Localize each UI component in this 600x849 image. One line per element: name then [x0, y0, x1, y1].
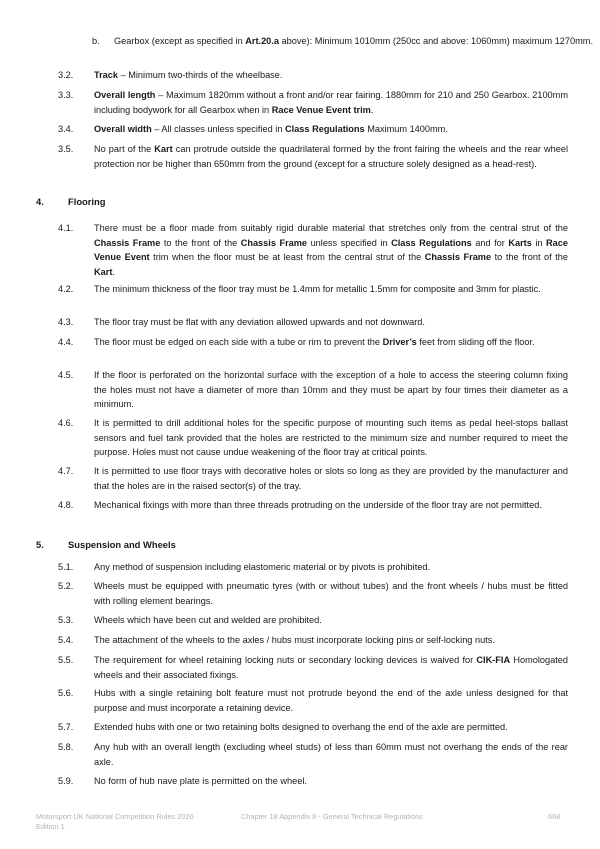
clause-number: 4.5.: [58, 370, 74, 380]
clause-number: 3.3.: [58, 90, 74, 100]
clause-text: Overall length – Maximum 1820mm without a front and/or rear fairing. 1880mm for 210 and 250 Gearbox. 2100mm including bodywork for all Gearbox when in Race Venue Event trim.: [94, 90, 568, 115]
clause-text: It is permitted to drill additional holes for the specific purpose of mounting such items as pedal heel-stops ballast sensors and fuel tank provided that the holes are restricted to the minimum size and number required to meet the purpose. Holes must not cause undue weakening of the floor tray at critical points.: [94, 418, 568, 458]
clause-text: Mechanical fixings with more than three threads protruding on the underside of the floor tray are not permitted.: [94, 500, 542, 510]
clause-number: 4.8.: [58, 500, 74, 510]
clause-text: The floor must be edged on each side with a tube or rim to prevent the Driver’s feet from sliding off the floor.: [94, 337, 535, 347]
clause-text: Overall width – All classes unless specified in Class Regulations Maximum 1400mm.: [94, 124, 448, 134]
clause-text: Gearbox (except as specified in Art.20.a above): Minimum 1010mm (250cc and above: 1060mm) maximum 1270mm.: [114, 36, 593, 46]
section-title: Flooring: [68, 196, 106, 207]
clause-number: 3.4.: [58, 124, 74, 134]
clause-number: 5.9.: [58, 776, 74, 786]
clause-text: Extended hubs with one or two retaining bolts designed to overhang the end of the axle are permitted.: [94, 722, 508, 732]
clause-text: Any method of suspension including elastomeric material or by pivots is prohibited.: [94, 562, 431, 572]
section-number: 4.: [36, 196, 44, 207]
clause-number: 4.6.: [58, 418, 74, 428]
clause-text: There must be a floor made from suitably rigid durable material that stretches only from the central strut of the Chassis Frame to the front of the Chassis Frame unless specified in Class Regulations and for Karts in Race Venue Event trim when the floor must be at least from the central strut of the Chassis Frame to the front of the Kart.: [94, 223, 569, 277]
footer-publication: [36, 812, 194, 832]
clause-number: 5.5.: [58, 655, 74, 665]
clause-number: 5.3.: [58, 615, 74, 625]
clause-text: Track – Minimum two-thirds of the wheelbase.: [94, 70, 283, 80]
clause-text: Hubs with a single retaining bolt feature must not protrude beyond the end of the axle unless designed for that purpose and must incorporate a retaining device.: [94, 688, 568, 713]
clause-number: 4.4.: [58, 337, 74, 347]
clause-text: The requirement for wheel retaining locking nuts or secondary locking devices is waived for CIK-FIA Homologated wheels and their associated fixings.: [94, 655, 568, 680]
clause-text: Wheels must be equipped with pneumatic tyres (with or without tubes) and the front wheels / hubs must be fitted with rolling element bearings.: [94, 581, 568, 606]
clause-number: 5.2.: [58, 581, 74, 591]
clause-text: No part of the Kart can protrude outside the quadrilateral formed by the front fairing the wheels and the rear wheel protection nor be higher than 650mm from the ground (except for a structure solely designed as a head-rest).: [94, 144, 568, 169]
footer-edition: Edition 1: [36, 822, 65, 831]
clause-text: Wheels which have been cut and welded are prohibited.: [94, 615, 322, 625]
clause-number: 5.1.: [58, 562, 74, 572]
clause-text: The attachment of the wheels to the axles / hubs must incorporate locking pins or self-locking nuts.: [94, 635, 495, 645]
section-number: 5.: [36, 539, 44, 550]
clause-number: 5.7.: [58, 722, 74, 732]
clause-text: No form of hub nave plate is permitted on the wheel.: [94, 776, 307, 786]
clause-number: 5.4.: [58, 635, 74, 645]
clause-number: 5.8.: [58, 742, 74, 752]
clause-number: b.: [92, 36, 100, 46]
clause-number: 3.5.: [58, 144, 74, 154]
clause-text: It is permitted to use floor trays with decorative holes or slots so long as they are provided by the manufacturer and that the holes are in the raised sector(s) of the tray.: [94, 466, 568, 491]
clause-number: 4.7.: [58, 466, 74, 476]
section-title: Suspension and Wheels: [68, 539, 176, 550]
clause-number: 4.2.: [58, 284, 74, 294]
clause-text: If the floor is perforated on the horizontal surface with the exception of a hole to access the steering column fixing the holes must not have a diameter of more than 10mm and they must be apart by four times their diameter as a minimum.: [94, 370, 568, 410]
clause-text: Any hub with an overall length (excluding wheel studs) of less than 60mm must not overhang the ends of the rear axle.: [94, 742, 568, 767]
footer-title: Motorsport UK National Competition Rules 2026: [36, 812, 194, 821]
footer-page-number: 668: [548, 812, 561, 821]
clause-text: The minimum thickness of the floor tray must be 1.4mm for metallic 1.5mm for composite and 3mm for plastic.: [94, 284, 541, 294]
clause-number: 5.6.: [58, 688, 74, 698]
clause-number: 3.2.: [58, 70, 74, 80]
clause-number: 4.1.: [58, 223, 74, 233]
clause-number: 4.3.: [58, 317, 74, 327]
footer-chapter: Chapter 18 Appendix 8 - General Technical Regulations: [241, 812, 423, 821]
clause-text: The floor tray must be flat with any deviation allowed upwards and not downward.: [94, 317, 425, 327]
